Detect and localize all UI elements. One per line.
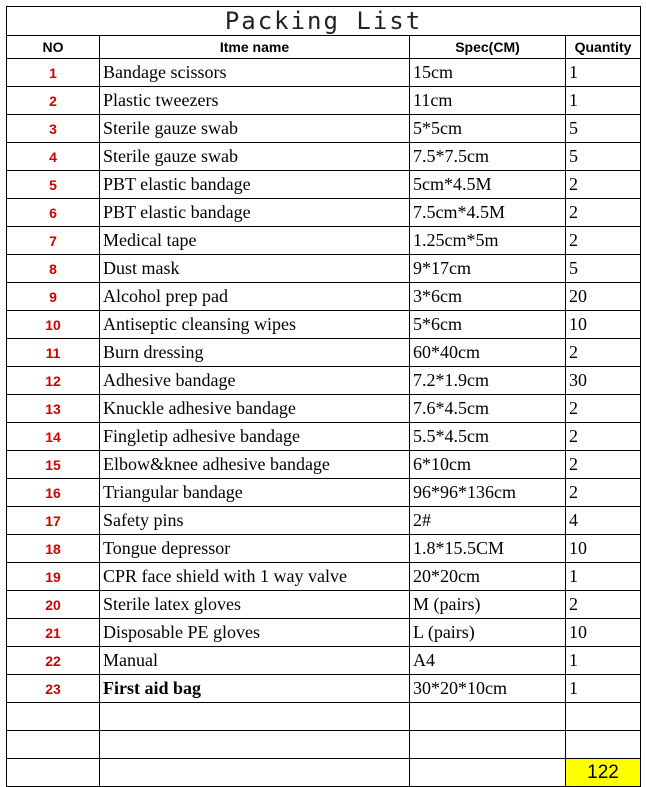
packing-list-table [6,6,641,787]
row-spec: 60*40cm [410,339,566,367]
row-spec: 7.5cm*4.5M [410,199,566,227]
row-spec: 2# [410,507,566,535]
empty-cell [7,731,100,759]
table-row [7,171,641,199]
row-quantity: 5 [566,143,641,171]
table-row [7,479,641,507]
row-quantity: 10 [566,311,641,339]
table-row [7,619,641,647]
total-row [7,759,641,787]
row-quantity: 10 [566,535,641,563]
row-number: 6 [7,199,100,227]
row-spec: 30*20*10cm [410,675,566,703]
row-number: 21 [7,619,100,647]
table-row [7,423,641,451]
row-number: 19 [7,563,100,591]
row-spec: A4 [410,647,566,675]
row-number: 2 [7,87,100,115]
row-spec: L (pairs) [410,619,566,647]
empty-row [7,731,641,759]
row-spec: 96*96*136cm [410,479,566,507]
row-spec: 5cm*4.5M [410,171,566,199]
row-number: 23 [7,675,100,703]
row-number: 22 [7,647,100,675]
row-spec: 7.5*7.5cm [410,143,566,171]
row-number: 7 [7,227,100,255]
row-spec: 6*10cm [410,451,566,479]
row-spec: 11cm [410,87,566,115]
header-no: NO [7,36,100,59]
row-quantity: 30 [566,367,641,395]
empty-row [7,703,641,731]
total-quantity: 122 [566,759,641,787]
row-item-name: Disposable PE gloves [100,619,410,647]
row-item-name: Antiseptic cleansing wipes [100,311,410,339]
row-number: 9 [7,283,100,311]
row-spec: 7.2*1.9cm [410,367,566,395]
row-quantity: 20 [566,283,641,311]
row-number: 13 [7,395,100,423]
row-quantity: 2 [566,395,641,423]
row-quantity: 2 [566,339,641,367]
row-quantity: 2 [566,171,641,199]
empty-cell [100,731,410,759]
row-quantity: 5 [566,255,641,283]
row-quantity: 1 [566,563,641,591]
row-item-name: First aid bag [100,675,410,703]
row-number: 12 [7,367,100,395]
table-row [7,535,641,563]
row-quantity: 2 [566,227,641,255]
empty-cell [410,731,566,759]
table-row [7,115,641,143]
table-row [7,591,641,619]
empty-cell [100,759,410,787]
row-item-name: Adhesive bandage [100,367,410,395]
row-spec: 15cm [410,59,566,87]
row-number: 18 [7,535,100,563]
row-item-name: PBT elastic bandage [100,199,410,227]
row-quantity: 10 [566,619,641,647]
row-number: 15 [7,451,100,479]
header-row [7,36,641,59]
row-quantity: 2 [566,451,641,479]
row-number: 4 [7,143,100,171]
row-item-name: Dust mask [100,255,410,283]
row-spec: 1.25cm*5m [410,227,566,255]
row-item-name: PBT elastic bandage [100,171,410,199]
header-item-name: Itme name [100,36,410,59]
row-quantity: 1 [566,647,641,675]
table-row [7,143,641,171]
row-spec: 20*20cm [410,563,566,591]
table-row [7,59,641,87]
row-quantity: 5 [566,115,641,143]
empty-cell [566,703,641,731]
row-spec: 1.8*15.5CM [410,535,566,563]
row-quantity: 4 [566,507,641,535]
row-spec: 5*6cm [410,311,566,339]
row-number: 8 [7,255,100,283]
row-spec: 3*6cm [410,283,566,311]
row-item-name: Fingletip adhesive bandage [100,423,410,451]
row-item-name: Elbow&knee adhesive bandage [100,451,410,479]
table-row [7,395,641,423]
table-row [7,563,641,591]
row-item-name: Sterile gauze swab [100,115,410,143]
sheet-title: Packing List [7,7,641,36]
row-item-name: Plastic tweezers [100,87,410,115]
row-quantity: 1 [566,87,641,115]
row-quantity: 2 [566,199,641,227]
row-number: 10 [7,311,100,339]
table-row [7,339,641,367]
row-item-name: Bandage scissors [100,59,410,87]
row-item-name: Medical tape [100,227,410,255]
row-spec: 5.5*4.5cm [410,423,566,451]
empty-cell [7,759,100,787]
table-row [7,87,641,115]
row-item-name: Manual [100,647,410,675]
row-item-name: Knuckle adhesive bandage [100,395,410,423]
row-item-name: Sterile latex gloves [100,591,410,619]
row-spec: 5*5cm [410,115,566,143]
row-item-name: Safety pins [100,507,410,535]
empty-cell [100,703,410,731]
row-item-name: Triangular bandage [100,479,410,507]
row-spec: 9*17cm [410,255,566,283]
row-quantity: 1 [566,675,641,703]
table-row [7,367,641,395]
row-item-name: Burn dressing [100,339,410,367]
title-row [7,7,641,36]
table-row [7,675,641,703]
row-item-name: CPR face shield with 1 way valve [100,563,410,591]
row-number: 3 [7,115,100,143]
table-row [7,647,641,675]
row-spec: M (pairs) [410,591,566,619]
table-row [7,507,641,535]
row-number: 14 [7,423,100,451]
table-row [7,311,641,339]
row-spec: 7.6*4.5cm [410,395,566,423]
empty-cell [7,703,100,731]
row-number: 5 [7,171,100,199]
row-quantity: 2 [566,423,641,451]
table-row [7,227,641,255]
row-item-name: Sterile gauze swab [100,143,410,171]
header-quantity: Quantity [566,36,641,59]
table-row [7,451,641,479]
row-quantity: 2 [566,479,641,507]
table-row [7,199,641,227]
table-row [7,255,641,283]
row-number: 17 [7,507,100,535]
table-row [7,283,641,311]
row-quantity: 1 [566,59,641,87]
row-number: 1 [7,59,100,87]
row-number: 11 [7,339,100,367]
empty-cell [566,731,641,759]
empty-cell [410,759,566,787]
row-item-name: Tongue depressor [100,535,410,563]
row-item-name: Alcohol prep pad [100,283,410,311]
row-number: 16 [7,479,100,507]
row-number: 20 [7,591,100,619]
row-quantity: 2 [566,591,641,619]
header-spec: Spec(CM) [410,36,566,59]
empty-cell [410,703,566,731]
